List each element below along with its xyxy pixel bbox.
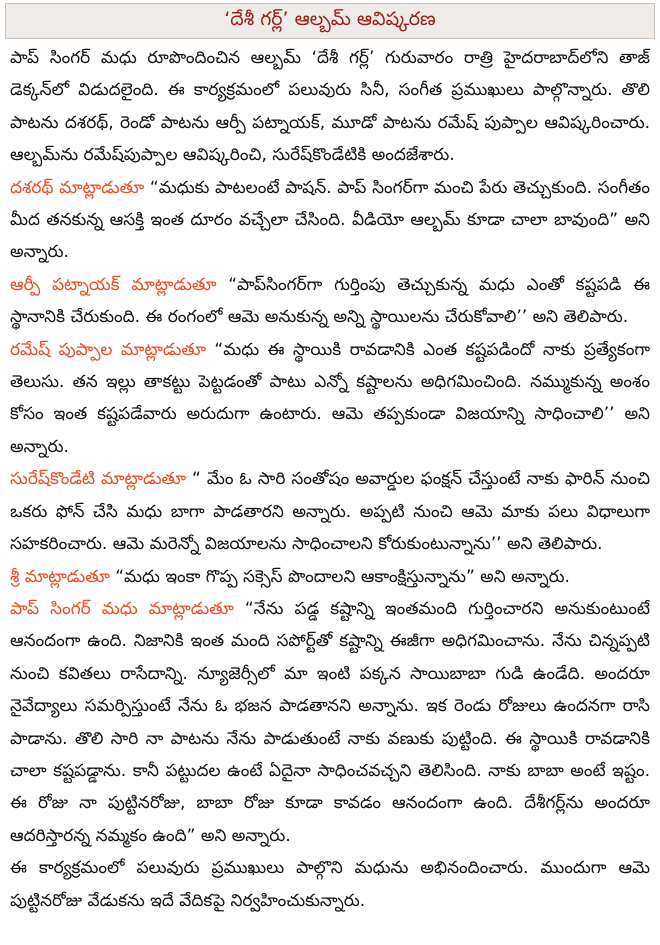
closing-paragraph: ఈ కార్యక్రమంలో పలువురు ప్రముఖులు పాల్గొని మధును అభినందించారు. ముందుగా ఆమె పుట్టినరోజు వేడుకను ఇదే వేదికపై నిర్వహించుకున్నారు. — [10, 858, 650, 911]
quote-paragraph — [10, 334, 650, 464]
quote-text: “పాప్‌సింగర్‌గా గుర్తింపు తెచ్చుకున్న మధు ఎంతో కష్టపడి ఈ స్థానానికి చేరుకుంది. ఈ రంగంలో ఆమె అనుకున్న అన్ని స్థాయిలను చేరుకోవాలి’’ అని తెలిపారు. — [10, 274, 650, 328]
speaker-name: రమేష్ పుప్పాల మాట్లాడుతూ — [10, 339, 206, 360]
quote-paragraph — [10, 561, 650, 593]
quote-paragraph — [10, 463, 650, 560]
quote-text: “మధుకు పాటలంటే పాషన్. పాప్ సింగర్‌గా మంచి పేరు తెచ్చుకుంది. సంగీతం మీద తనకున్న ఆసక్తి ఇంత దూరం వచ్చేలా చేసింది. వీడియో ఆల్బమ్ కూడా చాలా బావుంది” అని అన్నారు. — [10, 177, 650, 263]
speaker-name: శ్రీ మాట్లాడుతూ — [10, 566, 110, 587]
quote-text: “మధు ఇంకా గొప్ప సక్సెస్ పొందాలని ఆకాంక్షిస్తున్నాను” అని అన్నారు. — [109, 566, 570, 587]
article-body — [10, 42, 650, 941]
speaker-name: దశరథ్ మాట్లాడుతూ — [10, 177, 145, 198]
quote-paragraph — [10, 269, 650, 334]
article-title: ‘దేశీ గర్ల్’ ఆల్బమ్ ఆవిష్కరణ — [224, 7, 436, 30]
quote-paragraph — [10, 172, 650, 269]
quote-text: “మధు ఈ స్థాయికి రావడానికి ఎంత కష్టపడిందో నాకు ప్రత్యేకంగా తెలుసు. తన ఇల్లు తాకట్టు పెట్టడంతో పాటు ఎన్నో కష్టాలను అధిగమించింది. నమ్ముకున్న అంశం కోసం ఇంత కష్టపడేవారు అరుదుగా ఉంటారు. ఆమె తప్పకుండా విజయాన్ని సాధించాలి’’ అని అన్నారు. — [10, 339, 650, 457]
quote-paragraph — [10, 593, 650, 852]
speaker-name: సురేష్‌కొండేటి మాట్లాడుతూ — [10, 469, 187, 490]
title-banner — [5, 3, 655, 39]
intro-paragraph: పాప్ సింగర్ మధు రూపొందించిన ఆల్బమ్ ‘దేశీ గర్ల్’ గురువారం రాత్రి హైదరాబాద్‌లోని తాజ్ డెక్కన్‌లో విడుదలైంది. ఈ కార్యక్రమంలో పలువురు సినీ, సంగీత ప్రముఖులు పాల్గొన్నారు. తొలి పాటను దశరథ్, రెండో పాటను ఆర్పీ పట్నాయక్, మూడో పాటను రమేష్ పుప్పాల ఆవిష్కరించారు. ఆల్బమ్‌ను రమేష్‌పుప్పాల ఆవిష్కరించి, సురేష్‌కొండేటికి అందజేశారు. — [10, 48, 650, 166]
speaker-name: ఆర్పీ పట్నాయక్ మాట్లాడుతూ — [10, 274, 217, 295]
quote-text: “ మేం ఓ సారి సంతోషం అవార్డుల ఫంక్షన్ చేస్తుంటే నాకు ఫారిన్ నుంచి ఒకరు ఫోన్ చేసి మధు బాగా పాడతారని అన్నారు. అప్పటి నుంచి ఆమె మాకు పలు విధాలుగా సహకరించారు. ఆమె మరెన్నో విజయాలను సాధించాలని కోరుకుంటున్నాను’’ అని తెలిపారు. — [10, 469, 650, 555]
speaker-name: పాప్ సింగర్ మధు మాట్లాడుతూ — [10, 598, 234, 619]
quote-text: “నేను పడ్డ కష్టాన్ని ఇంతమంది గుర్తించారని అనుకుంటుంటే ఆనందంగా ఉంది. నిజానికి ఇంత మంది సపోర్ట్‌తో కష్టాన్ని ఈజీగా అధిగమించాను. నేను చిన్నప్పటి నుంచి కవితలు రాసేదాన్ని. న్యూజెర్సీలో మా ఇంటి పక్కన సాయిబాబా గుడి ఉండేది. అందరూ నైవేద్యాలు సమర్పిస్తుంటే నేను ఓ భజన పాడతానని అన్నాను. ఇక రెండు రోజులు ఉందనగా రాసి పాడాను. తొలి సారి నా పాటను నేను పాడుతుంటే నాకు వణుకు పుట్టింది. ఈ స్థాయికి రావడానికి చాలా కష్టపడ్డాను. కానీ పట్టుదల ఉంటే ఏదైనా సాధించవచ్చని తెలిసింది. నాకు బాబా అంటే ఇష్టం. ఈ రోజు నా పుట్టినరోజు, బాబా రోజు కూడా కావడం ఆనందంగా ఉంది. దేశీగర్ల్‌ను అందరూ ఆదరిస్తారన్న నమ్మకం ఉంది” అని అన్నారు. — [10, 598, 650, 846]
